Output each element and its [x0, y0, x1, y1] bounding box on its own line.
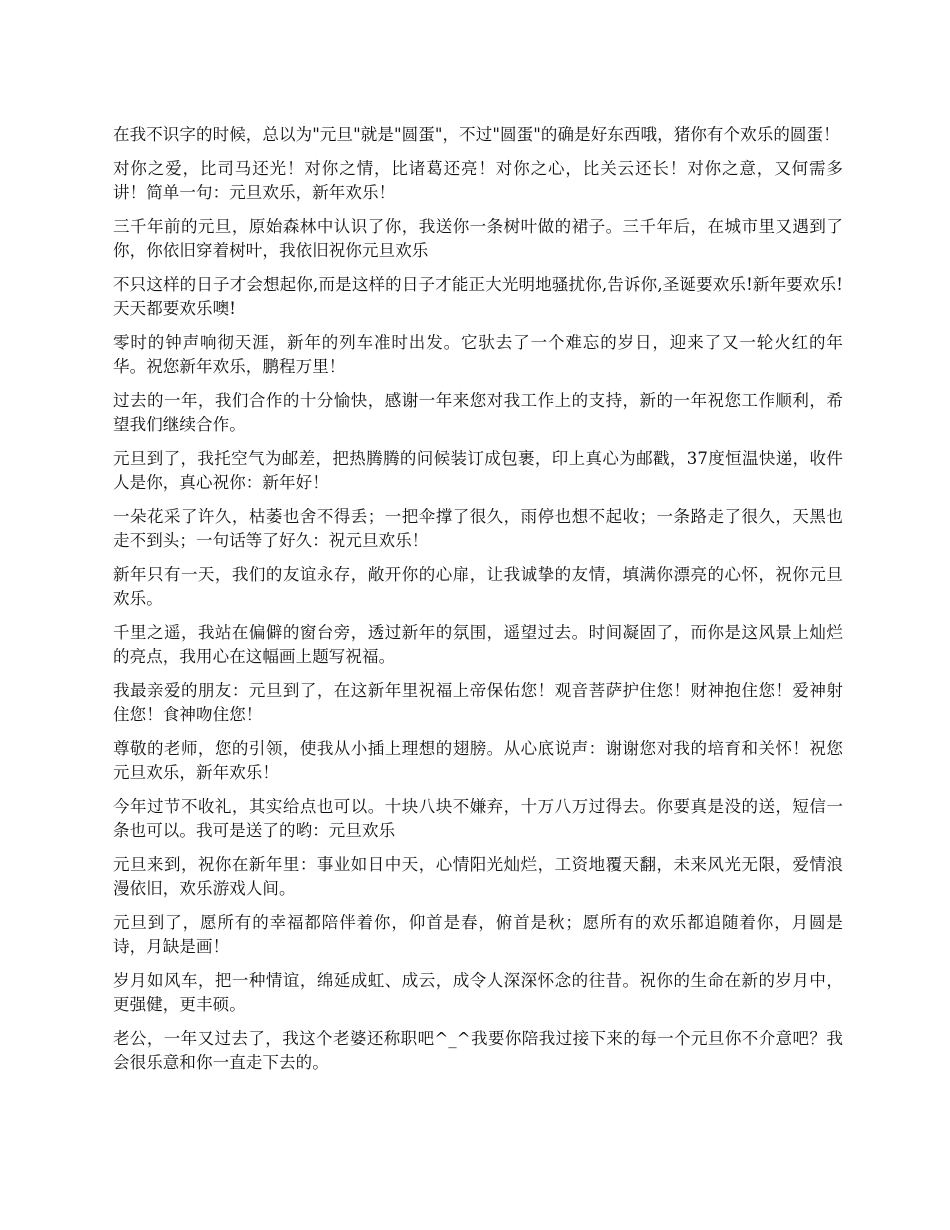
paragraph: 我最亲爱的朋友：元旦到了，在这新年里祝福上帝保佑您！观音菩萨护住您！财神抱住您！爱神射住您！食神吻住您！ [113, 681, 843, 724]
paragraph: 过去的一年，我们合作的十分愉快，感谢一年来您对我工作上的支持，新的一年祝您工作顺利，希望我们继续合作。 [113, 391, 843, 434]
paragraph: 今年过节不收礼，其实给点也可以。十块八块不嫌弃，十万八万过得去。你要真是没的送，短信一条也可以。我可是送了的哟：元旦欢乐 [113, 797, 843, 840]
paragraph: 老公，一年又过去了，我这个老婆还称职吧^_^我要你陪我过接下来的每一个元旦你不介意吧？我会很乐意和你一直走下去的。 [113, 1029, 843, 1072]
paragraph: 新年只有一天，我们的友谊永存，敞开你的心扉，让我诚挚的友情，填满你漂亮的心怀，祝你元旦欢乐。 [113, 565, 843, 608]
document-body [113, 123, 843, 1085]
paragraph: 一朵花采了许久，枯萎也舍不得丢；一把伞撑了很久，雨停也想不起收；一条路走了很久，天黑也走不到头；一句话等了好久：祝元旦欢乐！ [113, 507, 843, 550]
paragraph: 对你之爱，比司马还光！对你之情，比诸葛还亮！对你之心，比关云还长！对你之意，又何需多讲！简单一句：元旦欢乐，新年欢乐！ [113, 159, 843, 202]
paragraph: 零时的钟声响彻天涯，新年的列车准时出发。它驮去了一个难忘的岁日，迎来了又一轮火红的年华。祝您新年欢乐，鹏程万里！ [113, 333, 843, 376]
paragraph: 岁月如风车，把一种情谊，绵延成虹、成云，成令人深深怀念的往昔。祝你的生命在新的岁月中，更强健，更丰硕。 [113, 971, 843, 1014]
paragraph: 元旦到了，我托空气为邮差，把热腾腾的问候装订成包裹，印上真心为邮戳，37度恒温快递，收件人是你，真心祝你：新年好！ [113, 449, 843, 492]
paragraph: 千里之遥，我站在偏僻的窗台旁，透过新年的氛围，遥望过去。时间凝固了，而你是这风景上灿烂的亮点，我用心在这幅画上题写祝福。 [113, 623, 843, 666]
paragraph: 在我不识字的时候，总以为"元旦"就是"圆蛋"，不过"圆蛋"的确是好东西哦，猪你有个欢乐的圆蛋！ [113, 125, 840, 144]
paragraph: 尊敬的老师，您的引领，使我从小插上理想的翅膀。从心底说声：谢谢您对我的培育和关怀！祝您元旦欢乐，新年欢乐！ [113, 739, 843, 782]
paragraph: 三千年前的元旦，原始森林中认识了你，我送你一条树叶做的裙子。三千年后，在城市里又遇到了你，你依旧穿着树叶，我依旧祝你元旦欢乐 [113, 217, 843, 260]
paragraph: 元旦到了，愿所有的幸福都陪伴着你，仰首是春，俯首是秋；愿所有的欢乐都追随着你，月圆是诗，月缺是画！ [113, 913, 843, 956]
paragraph: 不只这样的日子才会想起你,而是这样的日子才能正大光明地骚扰你,告诉你,圣诞要欢乐!新年要欢乐!天天都要欢乐噢! [113, 275, 843, 318]
paragraph: 元旦来到，祝你在新年里：事业如日中天，心情阳光灿烂，工资地覆天翻，未来风光无限，爱情浪漫依旧，欢乐游戏人间。 [113, 855, 843, 898]
